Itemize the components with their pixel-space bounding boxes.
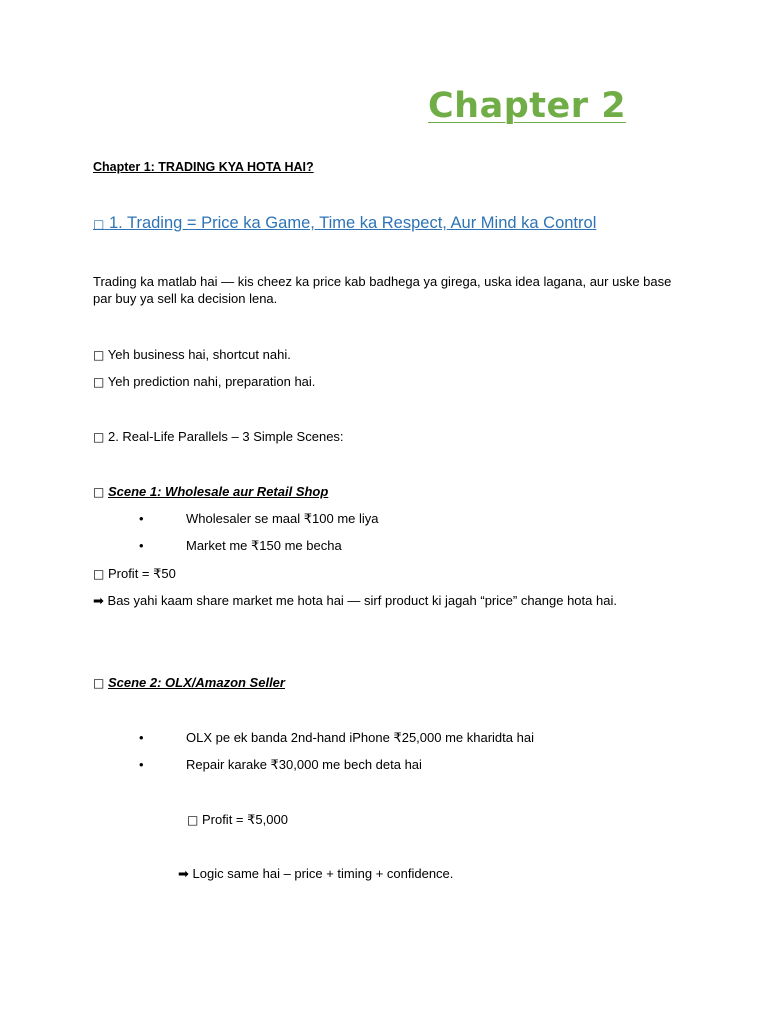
chapter-heading: Chapter 2 <box>428 86 627 126</box>
scene-1-title: Scene 1: Wholesale aur Retail Shop <box>107 484 329 499</box>
missing-glyph-icon: □ <box>187 813 199 827</box>
missing-glyph-icon: □ <box>93 676 105 690</box>
missing-glyph-icon: □ <box>93 375 105 389</box>
point-text: Yeh business hai, shortcut nahi. <box>107 347 291 362</box>
bullet-icon: • <box>139 757 144 772</box>
scene-1-bullet: Market me ₹150 me becha <box>186 538 342 553</box>
intro-paragraph: Trading ka matlab hai — kis cheez ka price kab badhega ya girega, uska idea lagana, aur uske base par buy ya sell ka decision lena. <box>93 274 672 306</box>
right-arrow-icon: ➡ <box>178 866 189 881</box>
missing-glyph-icon: □ <box>93 217 105 231</box>
scene-2-title: Scene 2: OLX/Amazon Seller <box>107 675 285 690</box>
section-2-heading <box>93 428 344 446</box>
missing-glyph-icon: □ <box>93 567 105 581</box>
scene-1-conclusion-text: Bas yahi kaam share market me hota hai — sirf product ki jagah “price” change hota hai. <box>107 593 617 608</box>
missing-glyph-icon: □ <box>93 485 105 499</box>
bullet-icon: • <box>139 538 144 553</box>
bullet-icon: • <box>139 730 144 745</box>
missing-glyph-icon: □ <box>93 348 105 362</box>
scene-2-profit-text: Profit = ₹5,000 <box>201 812 288 827</box>
section-1-heading[interactable] <box>93 214 596 233</box>
scene-1-profit-text: Profit = ₹50 <box>107 566 176 581</box>
section-2-text: 2. Real-Life Parallels – 3 Simple Scenes: <box>107 429 344 444</box>
point-item <box>93 346 291 364</box>
point-item <box>93 373 315 391</box>
missing-glyph-icon: □ <box>93 430 105 444</box>
scene-1-profit <box>93 565 176 583</box>
scene-2-conclusion-text: Logic same hai – price + timing + confidence. <box>192 866 454 881</box>
scene-2-heading <box>93 674 285 692</box>
scene-2-bullet: Repair karake ₹30,000 me bech deta hai <box>186 757 422 772</box>
bullet-icon: • <box>139 511 144 526</box>
scene-1-conclusion <box>93 592 617 609</box>
section-1-title: 1. Trading = Price ka Game, Time ka Respect, Aur Mind ka Control <box>108 214 597 232</box>
scene-1-heading <box>93 483 328 501</box>
right-arrow-icon: ➡ <box>93 593 104 608</box>
point-text: Yeh prediction nahi, preparation hai. <box>107 374 316 389</box>
scene-1-bullet: Wholesaler se maal ₹100 me liya <box>186 511 379 526</box>
chapter-subheading: Chapter 1: TRADING KYA HOTA HAI? <box>93 160 314 174</box>
scene-2-conclusion <box>178 865 453 882</box>
scene-2-profit <box>187 811 288 829</box>
scene-2-bullet: OLX pe ek banda 2nd-hand iPhone ₹25,000 me kharidta hai <box>186 730 534 745</box>
